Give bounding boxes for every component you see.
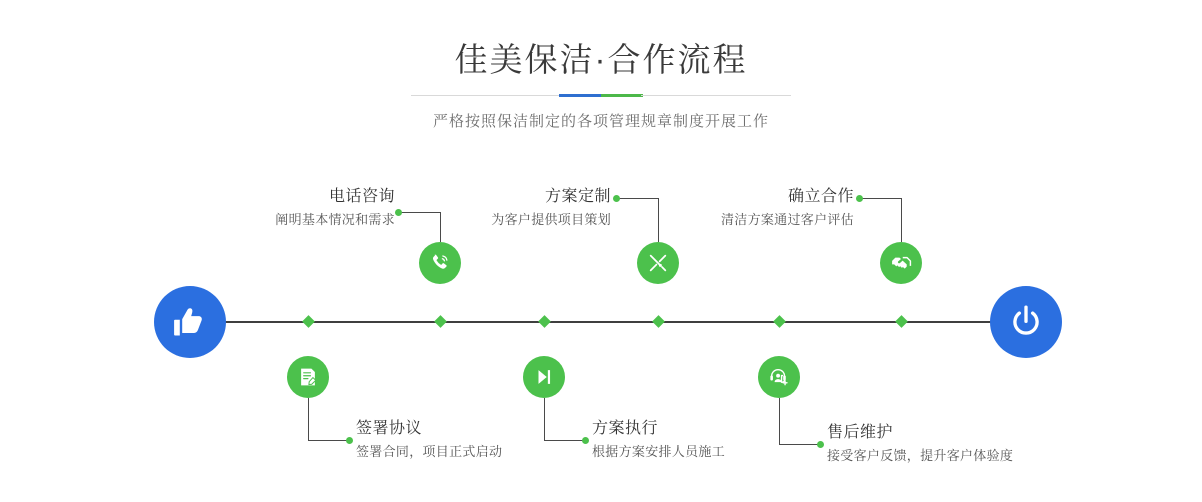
step-title-3: 方案定制: [544, 188, 611, 205]
step-leader-6: [779, 444, 821, 445]
step-node-2: [287, 356, 329, 398]
step-connector-6: [779, 398, 780, 444]
step-title-2: 签署协议: [356, 420, 423, 437]
step-dot-5: [856, 195, 863, 202]
thumbs-up-icon: [172, 304, 208, 340]
step-label-3: [463, 186, 611, 230]
timeline-axis: [160, 321, 1042, 323]
step-desc-5: 清洁方案通过客户评估: [720, 212, 854, 227]
step-dot-4: [582, 437, 589, 444]
phone-call-icon: [429, 252, 451, 274]
step-leader-1: [398, 212, 440, 213]
axis-marker-6: [773, 315, 786, 328]
step-label-5: [700, 186, 854, 230]
axis-marker-1: [434, 315, 447, 328]
step-node-3: [637, 242, 679, 284]
play-forward-icon: [533, 366, 555, 388]
step-desc-6: 接受客户反馈，提升客户体验度: [827, 448, 1014, 463]
step-leader-5: [859, 198, 901, 199]
axis-marker-2: [302, 315, 315, 328]
step-label-1: [255, 186, 395, 230]
step-title-5: 确立合作: [787, 188, 854, 205]
divider-accent-blue: [559, 94, 601, 97]
axis-marker-3: [652, 315, 665, 328]
timeline-end-node: [990, 286, 1062, 358]
page-title: 佳美保洁·合作流程: [454, 41, 748, 78]
step-leader-3: [616, 198, 658, 199]
step-desc-2: 签署合同，项目正式启动: [356, 444, 503, 459]
step-node-6: [758, 356, 800, 398]
divider-left-line: [411, 95, 561, 96]
step-leader-4: [544, 440, 586, 441]
handshake-icon: [890, 252, 913, 275]
step-title-1: 电话咨询: [328, 188, 395, 205]
timeline-start-node: [154, 286, 226, 358]
step-connector-1: [440, 212, 441, 242]
step-label-6: [827, 422, 1013, 466]
step-desc-4: 根据方案安排人员施工: [592, 444, 726, 459]
title-divider: [411, 94, 791, 97]
tools-icon: [647, 252, 669, 274]
step-dot-3: [613, 195, 620, 202]
step-dot-2: [346, 437, 353, 444]
power-icon: [1007, 303, 1045, 341]
process-timeline: [0, 160, 1202, 502]
step-title-6: 售后维护: [827, 424, 894, 441]
step-dot-6: [817, 441, 824, 448]
step-connector-5: [901, 198, 902, 242]
step-node-5: [880, 242, 922, 284]
page-header: [0, 38, 1202, 131]
step-dot-1: [395, 209, 402, 216]
customer-service-icon: [768, 366, 790, 388]
step-node-1: [419, 242, 461, 284]
divider-right-line: [641, 95, 791, 96]
step-label-2: [356, 418, 502, 462]
step-label-4: [592, 418, 725, 462]
step-leader-2: [308, 440, 350, 441]
step-connector-4: [544, 398, 545, 440]
step-connector-2: [308, 398, 309, 440]
step-desc-1: 阐明基本情况和需求: [275, 212, 395, 227]
step-desc-3: 为客户提供项目策划: [491, 212, 611, 227]
document-edit-icon: [297, 366, 319, 388]
axis-marker-4: [538, 315, 551, 328]
step-title-4: 方案执行: [592, 420, 659, 437]
step-connector-3: [658, 198, 659, 242]
axis-marker-5: [895, 315, 908, 328]
divider-accent-green: [601, 94, 643, 97]
page-subtitle: 严格按照保洁制定的各项管理规章制度开展工作: [432, 113, 769, 130]
step-node-4: [523, 356, 565, 398]
